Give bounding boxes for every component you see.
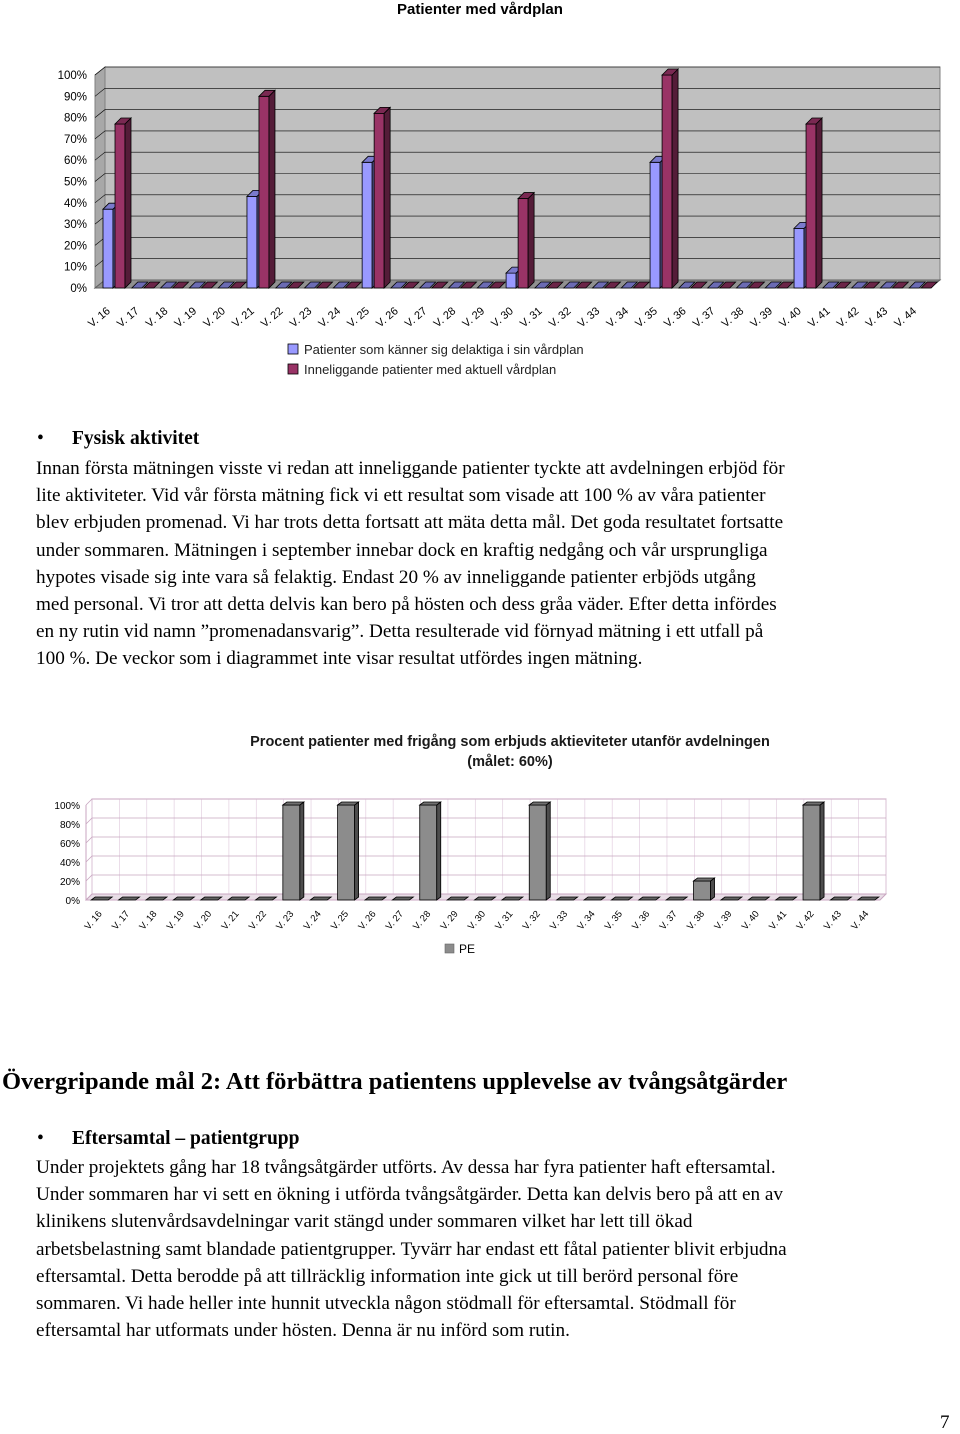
x-tick-label: V. 22 (246, 908, 270, 933)
x-tick-label: V. 30 (465, 908, 489, 933)
bar-pe (721, 897, 742, 900)
bar-pe (748, 897, 769, 900)
x-tick-label: V. 19 (172, 305, 200, 331)
bar-vardplan (518, 193, 534, 288)
x-tick-label: V. 38 (719, 305, 747, 331)
bar-pe (475, 897, 496, 900)
x-tick-label: V. 16 (82, 908, 105, 933)
plot-backwall (92, 799, 886, 894)
bar-flat-top (666, 897, 687, 900)
y-tick-label: 100% (57, 70, 87, 82)
gridline (86, 856, 886, 862)
x-tick-label: V. 28 (431, 305, 459, 331)
x-tick-label: V. 39 (748, 305, 776, 331)
x-tick-label: V. 28 (411, 908, 434, 933)
legend-swatch (288, 344, 298, 354)
x-tick-label: V. 37 (690, 305, 718, 331)
bar-pe (611, 897, 632, 900)
y-tick-label: 50% (63, 176, 87, 189)
chart1-title: Patienter med vårdplan (397, 1, 563, 18)
bar-front (338, 805, 355, 900)
x-tick-label: V. 18 (137, 908, 160, 933)
bar-side (437, 802, 441, 900)
bar-flat-top (228, 897, 249, 900)
gridline (86, 799, 886, 805)
bullet-dot: • (37, 1128, 44, 1149)
x-tick-label: V. 17 (114, 305, 142, 331)
x-tick-label: V. 34 (575, 908, 598, 933)
x-tick-label: V. 26 (356, 908, 379, 933)
y-tick-label: 100% (54, 801, 80, 812)
bar-pe (283, 802, 304, 900)
gridline (86, 894, 886, 900)
bar-side (672, 69, 678, 288)
legend-label: Inneliggande patienter med aktuell vårdplan (304, 362, 557, 377)
x-tick-label: V. 41 (805, 305, 833, 331)
bar-pe (529, 802, 550, 900)
bar-top (694, 878, 715, 881)
bar-flat-top (173, 897, 194, 900)
bar-side (269, 90, 275, 288)
bar-pe (830, 897, 851, 900)
bar-flat-top (830, 897, 851, 900)
chart2-title (130, 732, 890, 772)
bar-side (711, 878, 715, 900)
bar-pe (365, 897, 386, 900)
x-tick-label: V. 36 (630, 908, 653, 933)
bar-front (518, 199, 528, 288)
y-tick-label: 20% (59, 877, 80, 888)
text-line: en ny rutin vid namn ”promenadansvarig”. Detta resulterade vid förnyad mätning i ett utfall på (36, 621, 764, 643)
x-tick-label: V. 43 (821, 908, 844, 933)
text-line: med personal. Vi tror att detta delvis kan bero på hösten och dess gråa väder. Efter detta infördes (36, 594, 777, 616)
bar-pe (91, 897, 112, 900)
bar-pe (228, 897, 249, 900)
bar-pe (502, 897, 523, 900)
x-tick-label: V. 32 (520, 908, 543, 933)
x-tick-label: V. 38 (684, 908, 708, 933)
bar-side (816, 118, 822, 288)
bar-top (283, 802, 304, 805)
x-tick-label: V. 33 (575, 305, 603, 331)
legend-label: Patienter som känner sig delaktiga i sin vårdplan (304, 342, 584, 357)
x-tick-label: V. 40 (777, 305, 804, 331)
text-line: Under projektets gång har 18 tvångsåtgärder utförts. Av dessa har fyra patienter haft eftersamtal. (36, 1157, 776, 1178)
bar-pe (666, 897, 687, 900)
bar-flat-top (776, 897, 797, 900)
x-tick-label: V. 44 (892, 305, 919, 331)
x-tick-label: V. 24 (316, 305, 344, 331)
y-tick-label: 60% (63, 155, 87, 168)
x-tick-label: V. 23 (287, 305, 315, 331)
section2-body (36, 1154, 956, 1344)
text-line: hypotes visade sig inte vara så felaktig. Endast 20 % av inneliggande patienter erbjöds utgång (36, 566, 756, 588)
x-tick-label: V. 17 (109, 908, 133, 933)
bar-front (362, 162, 372, 288)
y-tick-label: 80% (63, 112, 87, 125)
bar-flat-top (557, 897, 578, 900)
x-tick-label: V. 33 (548, 908, 571, 933)
bar-flat-top (721, 897, 742, 900)
bar-flat-top (310, 897, 331, 900)
bar-pe (639, 897, 660, 900)
x-tick-label: V. 19 (164, 908, 187, 933)
bar-pe (146, 897, 167, 900)
text-line: eftersamtal. Detta berodde på att tillräcklig information inte gick ut till berörd personal före (36, 1265, 739, 1287)
bar-front (662, 75, 672, 288)
x-tick-label: V. 29 (438, 908, 461, 933)
y-tick-label: 70% (63, 133, 87, 146)
bar-front (247, 196, 257, 288)
x-tick-label: V. 20 (192, 908, 215, 933)
bar-front (506, 273, 516, 288)
y-tick-label: 90% (63, 91, 87, 104)
bar-flat-top (91, 897, 112, 900)
bar-flat-top (502, 897, 523, 900)
x-tick-label: V. 39 (712, 908, 735, 933)
section1-title: Fysisk aktivitet (72, 428, 200, 449)
bar-front (529, 805, 546, 900)
bar-front (694, 881, 711, 900)
x-tick-label: V. 42 (834, 305, 862, 331)
legend-swatch (288, 364, 298, 374)
x-tick-label: V. 25 (345, 305, 372, 331)
bar-flat-top (201, 897, 222, 900)
bar-side (125, 118, 131, 288)
gridline (86, 875, 886, 881)
bar-flat-top (748, 897, 769, 900)
x-tick-label: V. 36 (662, 305, 689, 331)
x-tick-label: V. 25 (329, 908, 352, 933)
section2-title: Eftersamtal – patientgrupp (72, 1128, 300, 1149)
bar-side (384, 107, 390, 288)
bar-side (820, 802, 824, 900)
bar-vardplan (259, 90, 275, 288)
plot-floor (86, 894, 886, 900)
bar-flat-top (611, 897, 632, 900)
bar-side (528, 193, 534, 288)
legend-label: PE (459, 942, 476, 956)
bar-flat-top (447, 897, 468, 900)
bar-top (338, 802, 359, 805)
x-tick-label: V. 16 (86, 305, 113, 331)
page-number: 7 (940, 1412, 950, 1433)
y-tick-label: 0% (65, 896, 80, 907)
bar-front (374, 113, 384, 288)
chart1-svg (0, 0, 960, 400)
bar-flat-top (119, 897, 140, 900)
x-tick-label: V. 32 (546, 305, 574, 331)
x-tick-label: V. 22 (258, 305, 286, 331)
bar-pe (858, 897, 879, 900)
text-line: lite aktiviteter. Vid vår första mätning fick vi ett resultat som visade att 100 % av våra patienter (36, 485, 766, 507)
x-tick-label: V. 34 (604, 305, 632, 331)
x-tick-label: V. 21 (219, 908, 242, 933)
bar-front (420, 805, 437, 900)
text-line: sommaren. Vi hade heller inte hunnit utveckla någon stödmall för eftersamtal. Stödmall för (36, 1293, 736, 1315)
text-line: blev erbjuden promenad. Vi har trots detta fortsatt att mäta detta mål. Det goda resultatet fortsatte (36, 512, 784, 534)
bar-flat-top (475, 897, 496, 900)
text-line: under sommaren. Mätningen i september innebar dock en kraftig nedgång och vår ursprungliga (36, 539, 768, 561)
text-line: klinikens slutenvårdsavdelningar varit stängd under sommaren vilket har lett till ökad (36, 1211, 693, 1233)
legend-swatch (445, 944, 454, 953)
x-tick-label: V. 35 (633, 305, 660, 331)
chart2-subtitle: (målet: 60%) (467, 754, 553, 770)
x-tick-label: V. 41 (767, 908, 790, 933)
bar-pe (173, 897, 194, 900)
bar-pe (584, 897, 605, 900)
bar-vardplan (374, 107, 390, 288)
bar-top (529, 802, 550, 805)
bullet-dot: • (37, 428, 44, 449)
x-tick-label: V. 21 (230, 305, 257, 331)
bar-top (420, 802, 441, 805)
y-tick-label: 20% (63, 240, 87, 253)
bar-vardplan (115, 118, 131, 288)
y-tick-label: 80% (59, 820, 80, 831)
bar-pe (694, 878, 715, 900)
x-tick-label: V. 35 (602, 908, 625, 933)
y-tick-label: 60% (59, 839, 80, 850)
y-tick-label: 10% (63, 261, 87, 274)
bar-pe (803, 802, 824, 900)
y-tick-label: 30% (63, 219, 87, 232)
chart2-title-line: Procent patienter med frigång som erbjuds aktieviteter utanför avdelningen (250, 734, 770, 750)
bar-side (300, 802, 304, 900)
bar-pe (392, 897, 413, 900)
bar-front (794, 228, 804, 288)
bar-pe (447, 897, 468, 900)
text-line: arbetsbelastning samt blandade patientgrupper. Tyvärr har endast ett fåtal patienter blivit erbjudna (36, 1238, 787, 1260)
x-tick-label: V. 31 (518, 305, 545, 331)
main-heading: Övergripande mål 2: Att förbättra patientens upplevelse av tvångsåtgärder (2, 1068, 788, 1095)
bar-flat-top (584, 897, 605, 900)
bar-pe (201, 897, 222, 900)
bar-pe (776, 897, 797, 900)
x-tick-label: V. 27 (402, 305, 430, 331)
bar-vardplan (806, 118, 822, 288)
bar-front (650, 162, 660, 288)
x-tick-label: V. 44 (849, 908, 872, 933)
x-tick-label: V. 20 (201, 305, 228, 331)
bar-pe (557, 897, 578, 900)
x-tick-label: V. 40 (739, 908, 762, 933)
bar-vardplan (662, 69, 678, 288)
bar-front (259, 96, 269, 288)
x-tick-label: V. 18 (143, 305, 171, 331)
bar-side (546, 802, 550, 900)
bar-pe (310, 897, 331, 900)
x-tick-label: V. 29 (460, 305, 488, 331)
bar-flat-top (255, 897, 276, 900)
bar-flat-top (146, 897, 167, 900)
bar-front (283, 805, 300, 900)
bar-front (803, 805, 820, 900)
bar-pe (420, 802, 441, 900)
bar-front (115, 124, 125, 288)
bar-pe (338, 802, 359, 900)
text-line: Innan första mätningen visste vi redan att inneliggande patienter tyckte att avdelningen erbjöd för (36, 458, 785, 479)
text-line: eftersamtal har utformats under hösten. Denna är nu införd som rutin. (36, 1320, 570, 1342)
bar-front (806, 124, 816, 288)
x-tick-label: V. 23 (274, 908, 297, 933)
y-tick-label: 40% (59, 858, 80, 869)
bar-top (803, 802, 824, 805)
x-tick-label: V. 30 (489, 305, 516, 331)
bar-flat-top (365, 897, 386, 900)
x-tick-label: V. 42 (794, 908, 817, 933)
x-tick-label: V. 24 (301, 908, 324, 933)
gridline (86, 818, 886, 824)
section1-body (36, 455, 956, 673)
bar-flat-top (639, 897, 660, 900)
bar-side (355, 802, 359, 900)
bar-pe (255, 897, 276, 900)
x-tick-label: V. 26 (374, 305, 401, 331)
bar-flat-top (858, 897, 879, 900)
gridline (86, 837, 886, 843)
x-tick-label: V. 37 (657, 908, 680, 933)
text-line: Under sommaren har vi sett en ökning i utförda tvångsåtgärder. Detta kan delvis bero på att en av (36, 1184, 784, 1206)
bar-front (103, 209, 113, 288)
y-tick-label: 40% (63, 197, 87, 210)
x-tick-label: V. 27 (383, 908, 406, 933)
text-line: 100 %. De veckor som i diagrammet inte visar resultat utfördes ingen mätning. (36, 648, 643, 670)
x-tick-label: V. 31 (493, 908, 516, 933)
y-tick-label: 0% (70, 283, 87, 295)
bar-pe (119, 897, 140, 900)
x-tick-label: V. 43 (863, 305, 891, 331)
bar-flat-top (392, 897, 413, 900)
